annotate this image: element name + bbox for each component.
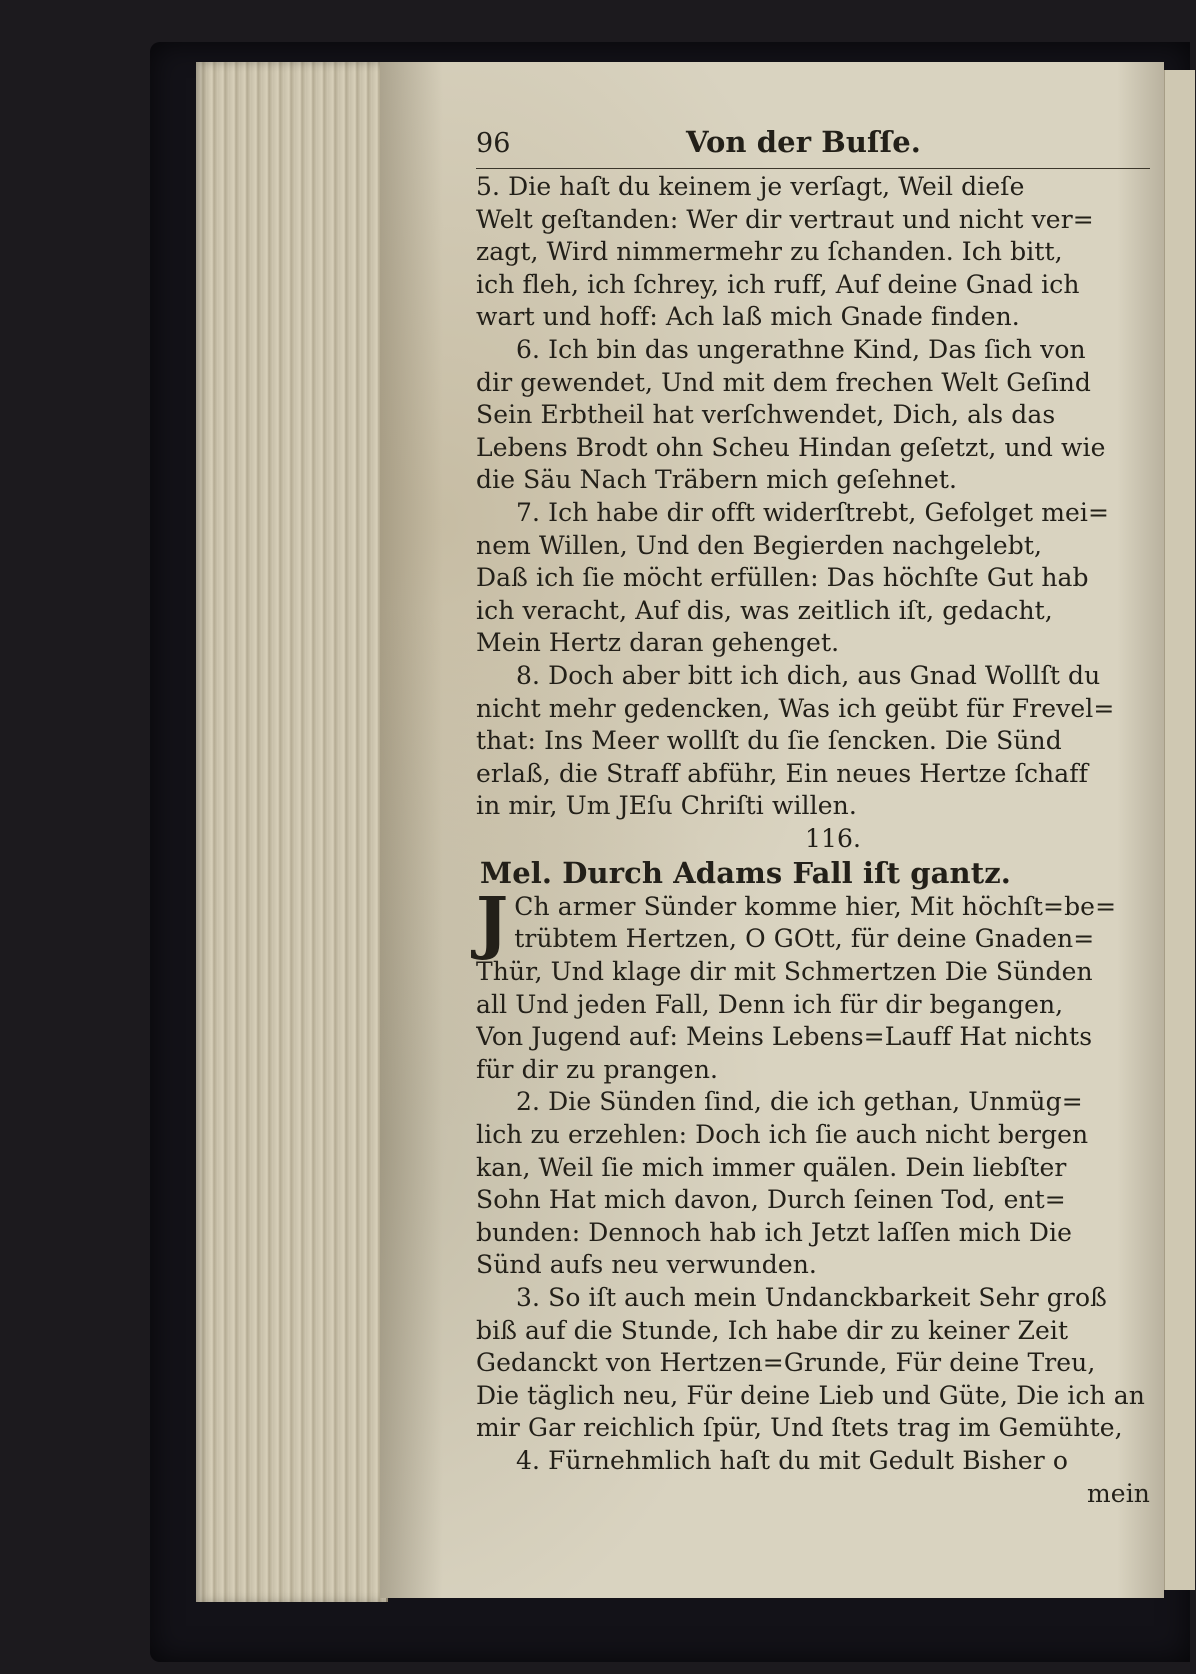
text-line: 5. Die haſt du keinem je verſagt, Weil dieſe bbox=[476, 172, 1025, 201]
text-line: die Säu Nach Träbern mich geſehnet. bbox=[476, 465, 958, 495]
text-line: 2. Die Sünden ſind, die ich gethan, Unmüg= bbox=[516, 1087, 1083, 1117]
hymn-number: 116. bbox=[804, 823, 862, 853]
text-line: trübtem Hertzen, O GOtt, für deine Gnaden= bbox=[514, 924, 1095, 954]
text-line: Sohn Hat mich davon, Durch ſeinen Tod, ent= bbox=[476, 1185, 1066, 1215]
book-page bbox=[380, 62, 1164, 1598]
running-head bbox=[476, 126, 1150, 169]
drop-cap: J bbox=[476, 882, 509, 963]
text-line: für dir zu prangen. bbox=[476, 1054, 719, 1084]
text-line: bunden: Dennoch hab ich Jetzt laſſen mich Die bbox=[476, 1217, 1072, 1247]
text-line: all Und jeden Fall, Denn ich für dir begangen, bbox=[476, 989, 1064, 1019]
text-line: kan, Weil ſie mich immer quälen. Dein liebſter bbox=[476, 1152, 1067, 1182]
text-line: Gedanckt von Hertzen=Grunde, Für deine Treu, bbox=[476, 1348, 1096, 1378]
text-line: 6. Ich bin das ungerathne Kind, Das ſich von bbox=[516, 334, 1086, 364]
running-title: Von der Buſſe. bbox=[686, 125, 921, 159]
hymn-116-verse-3 bbox=[476, 1282, 1150, 1445]
text-line: Lebens Brodt ohn Scheu Hindan geſetzt, und wie bbox=[476, 432, 1106, 462]
text-line: Sünd aufs neu verwunden. bbox=[476, 1250, 817, 1280]
text-line: lich zu erzehlen: Doch ich ſie auch nicht bergen bbox=[476, 1120, 1089, 1150]
text-line: 8. Doch aber bitt ich dich, aus Gnad Wollſt du bbox=[516, 660, 1101, 690]
text-line: ich veracht, Auf dis, was zeitlich iſt, gedacht, bbox=[476, 595, 1053, 625]
verse-5 bbox=[476, 171, 1150, 334]
text-line: Daß ich ſie möcht erfüllen: Das höchſte Gut hab bbox=[476, 563, 1089, 593]
verse-7 bbox=[476, 497, 1150, 660]
text-line: erlaß, die Straff abführ, Ein neues Hertze ſchaff bbox=[476, 758, 1088, 788]
text-line: wart und hoff: Ach laß mich Gnade finden. bbox=[476, 302, 1020, 332]
text-line: mir Gar reichlich ſpür, Und ſtets trag im Gemühte, bbox=[476, 1413, 1123, 1443]
text-line: 7. Ich habe dir offt widerſtrebt, Gefolget mei= bbox=[516, 497, 1110, 527]
hymn-116-verse-4-start: 4. Fürnehmlich haſt du mit Gedult Bisher o bbox=[516, 1445, 1069, 1475]
text-line: in mir, Um JEſu Chriſti willen. bbox=[476, 791, 857, 821]
melody-line: Mel. Durch Adams Fall iſt gantz. bbox=[480, 855, 1012, 890]
hymn-116-verse-1 bbox=[476, 882, 1150, 1087]
text-line: dir gewendet, Und mit dem frechen Welt Geſind bbox=[476, 367, 1091, 397]
page-text bbox=[476, 126, 1150, 1510]
verse-6 bbox=[476, 334, 1150, 497]
text-line: Die täglich neu, Für deine Lieb und Güte, Die ich an bbox=[476, 1380, 1145, 1410]
text-line: nicht mehr gedencken, Was ich geübt für Frevel= bbox=[476, 693, 1115, 723]
page-edges bbox=[196, 62, 388, 1602]
facing-page-edge bbox=[1164, 70, 1195, 1590]
text-line: 3. So iſt auch mein Undanckbarkeit Sehr groß bbox=[516, 1283, 1107, 1312]
page-number: 96 bbox=[476, 128, 511, 159]
text-line: Welt geſtanden: Wer dir vertraut und nicht ver= bbox=[476, 204, 1094, 234]
text-line: Von Jugend auf: Meins Lebens=Lauff Hat nichts bbox=[476, 1022, 1093, 1052]
text-line: ich fleh, ich ſchrey, ich ruff, Auf deine Gnad ich bbox=[476, 269, 1080, 299]
hymn-116-verse-2 bbox=[476, 1086, 1150, 1282]
text-line: zagt, Wird nimmermehr zu ſchanden. Ich bitt, bbox=[476, 237, 1063, 267]
catchword: mein bbox=[1087, 1478, 1150, 1508]
text-line: biß auf die Stunde, Ich habe dir zu keiner Zeit bbox=[476, 1315, 1069, 1345]
text-line: that: Ins Meer wollſt du ſie ſencken. Die Sünd bbox=[476, 726, 1062, 756]
text-line: Mein Hertz daran gehenget. bbox=[476, 628, 840, 658]
text-line: nem Willen, Und den Begierden nachgelebt, bbox=[476, 530, 1043, 560]
verse-8 bbox=[476, 660, 1150, 823]
text-line: Thür, Und klage dir mit Schmertzen Die Sünden bbox=[476, 957, 1093, 987]
text-line: Sein Erbtheil hat verſchwendet, Dich, als das bbox=[476, 400, 1056, 430]
text-line: Ch armer Sünder komme hier, Mit höchſt=be= bbox=[514, 891, 1117, 921]
